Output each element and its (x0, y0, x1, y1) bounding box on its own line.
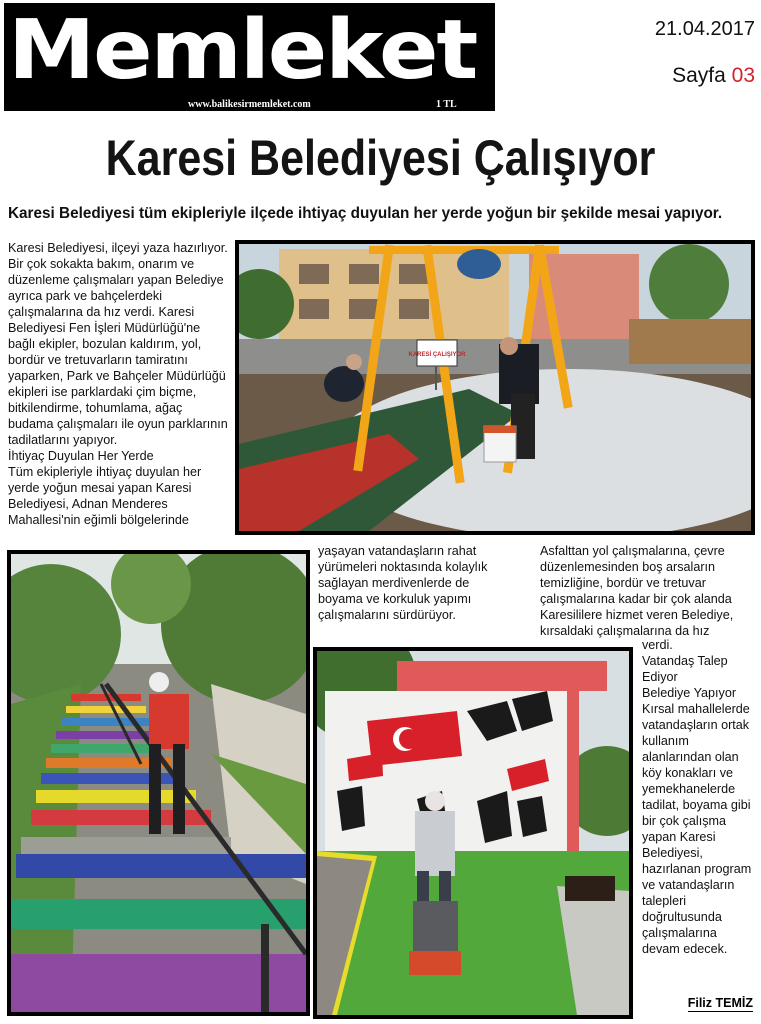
article-column-1 (8, 240, 230, 528)
paragraph: Tüm ekipleriyle ihtiyaç duyulan her yerde yoğun mesai yapan Karesi Belediyesi, Adnan Menderes Mahallesi'nin eğimli bölgelerinde (8, 465, 202, 527)
mural-lawnmower-photo-image (317, 651, 629, 1015)
article-column-3-continued (642, 637, 758, 957)
issue-price: 1 TL (436, 99, 457, 110)
rainbow-stairs-photo-image (11, 554, 306, 1012)
article-column-2 (318, 543, 514, 623)
page-number: 03 (731, 64, 755, 87)
issue-date: 21.04.2017 (654, 18, 755, 40)
masthead (4, 3, 495, 111)
article-headline: Karesi Belediyesi Çalışıyor (105, 130, 656, 186)
newspaper-logo: Memleket (8, 3, 477, 98)
playground-photo-image (239, 244, 751, 531)
paragraph-end: verdi. (642, 638, 673, 652)
article-column-3 (540, 543, 758, 639)
paragraph: Kırsal mahallelerde vatandaşların ortak kullanım alanlarından olan köy konakları ve yemekhanelerde tadilat, boyama gibi bir çok çalışma yapan Karesi Belediyesi, hazırlanan program ve vatandaşların talepleri doğrultusunda çalışmalarına devam edecek. (642, 702, 752, 956)
section-subheading: Vatandaş Talep Ediyor (642, 654, 728, 684)
paragraph: Karesi Belediyesi, ilçeyi yaza hazırlıyor. Bir çok sokakta bakım, onarım ve düzenleme çalışmaları yapan Belediye ayrıca park ve bahçelerdeki çalışmalarına da hız verdi. Karesi Belediyesi Fen İşleri Müdürlüğü'ne bağlı ekipler, bozulan kaldırım, yol, bordür ve tretuvarların tamiratını yaparken, Park ve Bahçeler Müdürlüğü ekipleri ise parklardaki çim biçme, bitkilendirme, tohumlama, ağaç budama çalışmaları ile oyun parklarının tadilatlarını yapıyor. (8, 241, 228, 447)
playground-photo (235, 240, 755, 535)
website-url[interactable]: www.balikesirmemleket.com (188, 99, 311, 110)
section-subheading: Belediye Yapıyor (642, 686, 737, 700)
page-word: Sayfa (672, 64, 726, 87)
paragraph: yaşayan vatandaşların rahat yürümeleri noktasında kolaylık sağlayan merdivenlerde de boyama ve korkuluk yapımı çalışmalarını sürdürüyor. (318, 544, 488, 622)
article-subheadline: Karesi Belediyesi tüm ekipleriyle ilçede ihtiyaç duyulan her yerde yoğun bir şekilde mesai yapıyor. (8, 205, 723, 222)
paragraph: Asfalttan yol çalışmalarına, çevre düzenlemesinden boş arsaların temizliğine, bordür ve tretuvar çalışmalarına kadar bir çok alanda Karesililere hizmet veren Belediye, kırsaldaki çalışmalarına da hız (540, 544, 734, 638)
rainbow-stairs-photo (7, 550, 310, 1016)
mural-lawnmower-photo (313, 647, 633, 1019)
section-subheading: İhtiyaç Duyulan Her Yerde (8, 449, 154, 463)
page-number-label (672, 64, 755, 88)
playground-sign-text: KARESİ ÇALIŞIYOR (408, 352, 466, 358)
article-byline: Filiz TEMİZ (687, 996, 753, 1010)
